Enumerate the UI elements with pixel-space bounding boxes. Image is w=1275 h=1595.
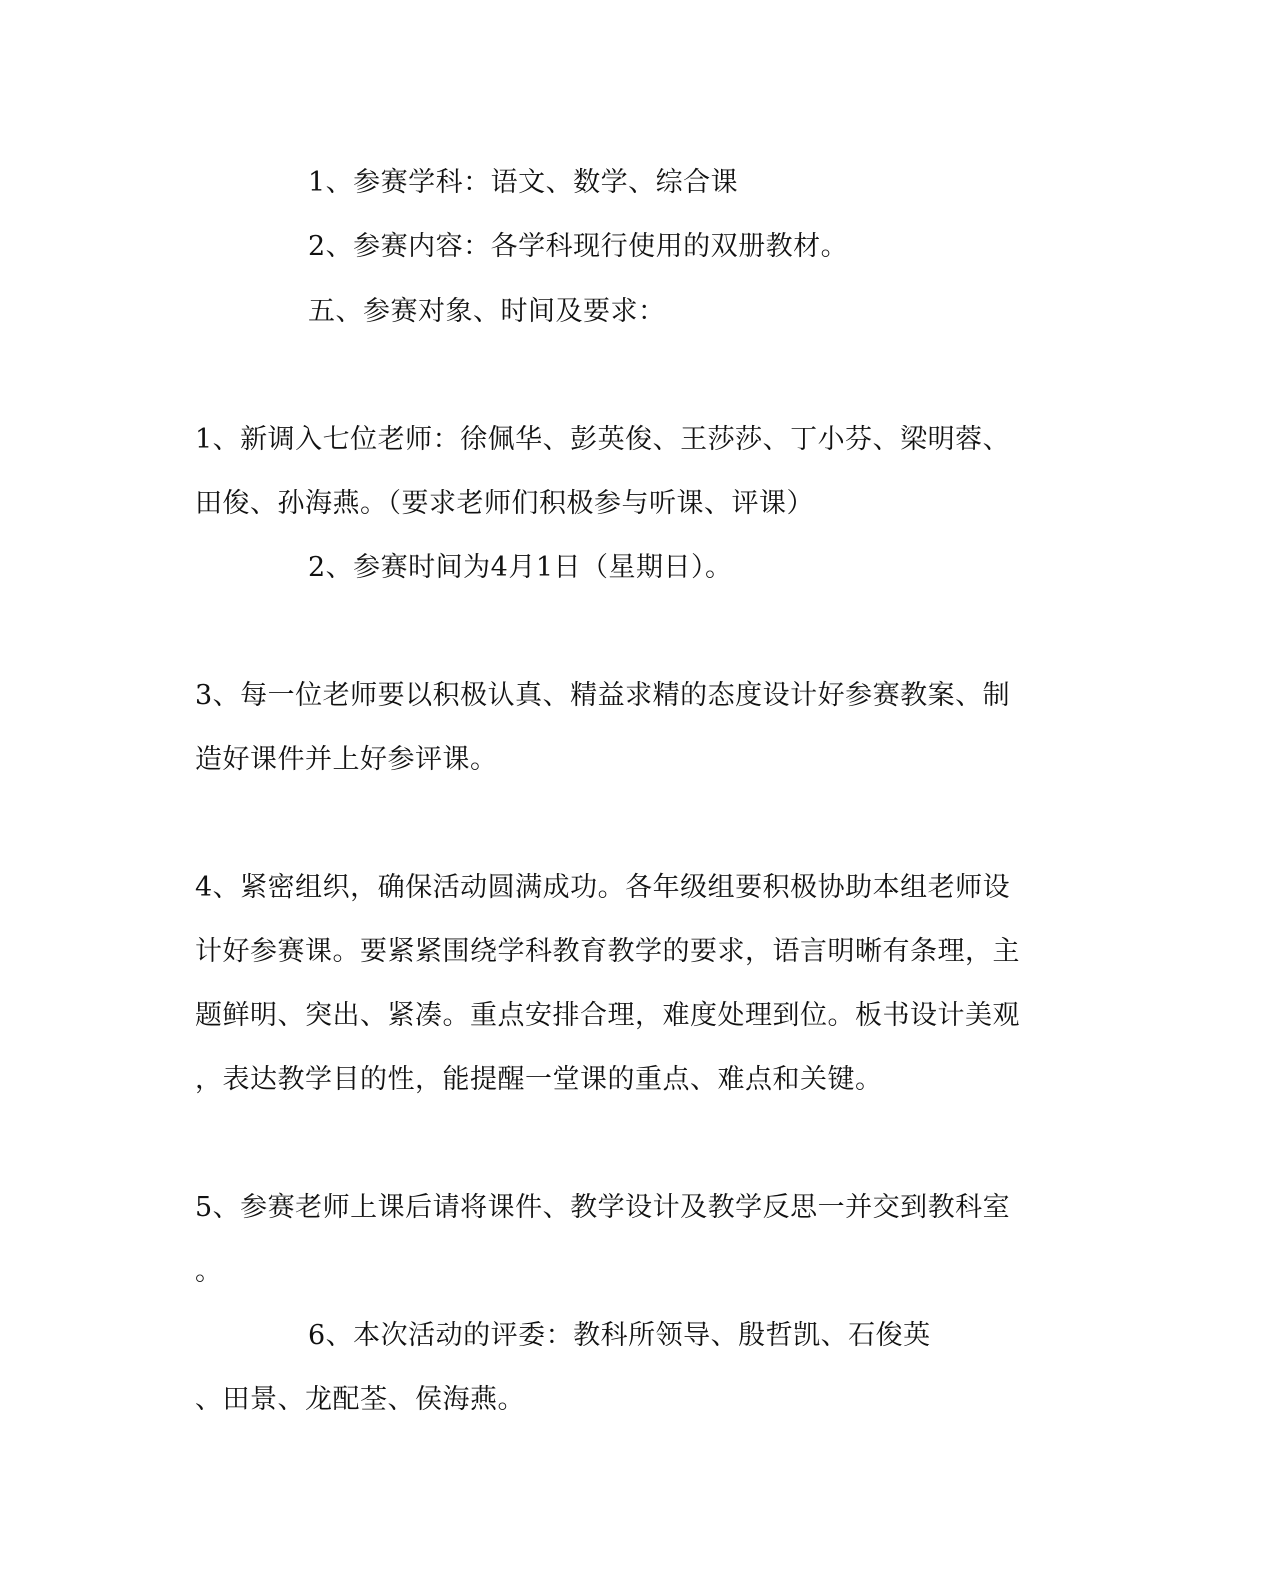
doc-line-item-6: 6、本次活动的评委：教科所领导、殷哲凯、石俊英 xyxy=(308,1320,931,1351)
doc-line-subjects: 1、参赛学科：语文、数学、综合课 xyxy=(308,167,739,198)
doc-line-item-3: 3、每一位老师要以积极认真、精益求精的态度设计好参赛教案、制 xyxy=(195,680,1011,711)
doc-line-item-4-cont-2: 题鲜明、突出、紧凑。重点安排合理，难度处理到位。板书设计美观 xyxy=(195,1000,1020,1031)
doc-line-teachers-cont: 田俊、孙海燕。（要求老师们积极参与听课、评课） xyxy=(195,488,814,519)
doc-line-teachers: 1、新调入七位老师：徐佩华、彭英俊、王莎莎、丁小芬、梁明蓉、 xyxy=(195,424,1011,455)
doc-line-time: 2、参赛时间为4月1日（星期日）。 xyxy=(308,552,733,583)
doc-line-item-5-cont: 。 xyxy=(195,1256,223,1287)
doc-line-item-4-cont-1: 计好参赛课。要紧紧围绕学科教育教学的要求，语言明晰有条理，主 xyxy=(195,936,1020,967)
doc-line-item-5: 5、参赛老师上课后请将课件、教学设计及教学反思一并交到教科室 xyxy=(195,1192,1011,1223)
doc-line-content: 2、参赛内容：各学科现行使用的双册教材。 xyxy=(308,231,849,262)
doc-line-section-heading: 五、参赛对象、时间及要求： xyxy=(308,296,666,327)
doc-line-item-4-cont-3: ，表达教学目的性，能提醒一堂课的重点、难点和关键。 xyxy=(195,1064,883,1095)
doc-line-item-3-cont: 造好课件并上好参评课。 xyxy=(195,744,498,775)
doc-line-item-4: 4、紧密组织，确保活动圆满成功。各年级组要积极协助本组老师设 xyxy=(195,872,1011,903)
doc-line-item-6-cont: 、田景、龙配荃、侯海燕。 xyxy=(195,1384,525,1415)
